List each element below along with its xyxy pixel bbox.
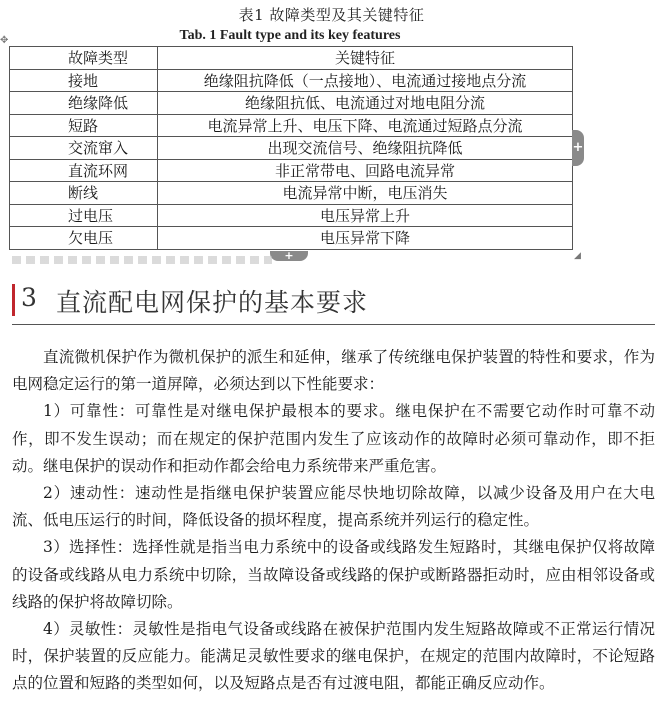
table-row [10,92,573,115]
paragraph-sensitivity: 4）灵敏性：灵敏性是指电气设备或线路在被保护范围内发生短路故障或不正常运行情况时，保护装置的反应能力。能满足灵敏性要求的继电保护，在规定的范围内故障时，不论短路点的位置和短路的类型如何，以及短路点是否有过渡电阻，都能正确反应动作。 [12,620,655,693]
table-move-handle-icon[interactable]: ✥ [0,35,9,46]
cell-key-features[interactable]: 出现交流信号、绝缘阻抗降低 [158,137,573,160]
fault-type-table [9,46,573,250]
cell-fault-type[interactable]: 断线 [10,182,158,205]
table-row [10,182,573,205]
table-row [10,227,573,250]
cell-key-features[interactable]: 绝缘阻抗低、电流通过对地电阻分流 [158,92,573,115]
cell-fault-type[interactable]: 直流环网 [10,159,158,182]
add-column-handle-icon[interactable]: + [572,130,584,166]
cell-key-features[interactable]: 非正常带电、回路电流异常 [158,159,573,182]
cell-fault-type[interactable]: 接地 [10,69,158,92]
header-key-features[interactable]: 关键特征 [158,47,573,70]
table-row [10,114,573,137]
table-row [10,204,573,227]
table-row [10,159,573,182]
cell-fault-type[interactable]: 交流窜入 [10,137,158,160]
cell-fault-type[interactable]: 绝缘降低 [10,92,158,115]
paragraph-speed: 2）速动性：速动性是指继电保护装置应能尽快地切除故障，以减少设备及用户在大电流、低电压运行的时间，降低设备的损坏程度，提高系统并列运行的稳定性。 [12,484,655,530]
cell-fault-type[interactable]: 短路 [10,114,158,137]
table-resize-handle-icon[interactable]: ◢ [574,251,581,261]
paragraph-reliability: 1）可靠性：可靠性是对继电保护最根本的要求。继电保护在不需要它动作时可靠不动作，即不发生误动；而在规定的保护范围内发生了应该动作的故障时必须可靠动作，即不拒动。继电保护的误动作和拒动作都会给电力系统带来严重危害。 [12,402,655,475]
cell-key-features[interactable]: 绝缘阻抗降低（一点接地）、电流通过接地点分流 [158,69,573,92]
section-title: 直流配电网保护的基本要求 [56,288,369,317]
cell-key-features[interactable]: 电压异常下降 [158,227,573,250]
cell-key-features[interactable]: 电流异常中断，电压消失 [158,182,573,205]
cell-key-features[interactable]: 电流异常上升、电压下降、电流通过短路点分流 [158,114,573,137]
table-caption-en: Tab. 1 Fault type and its key features [179,28,401,43]
section-heading [12,280,655,325]
section-number: 3 [21,283,37,312]
cell-fault-type[interactable]: 欠电压 [10,227,158,250]
cell-key-features[interactable]: 电压异常上升 [158,204,573,227]
add-row-handle-icon[interactable]: + [270,251,308,261]
obscured-text-line [12,256,272,264]
cell-fault-type[interactable]: 过电压 [10,204,158,227]
table-row [10,69,573,92]
heading-accent-bar [12,284,15,316]
table-caption-cn: 表1 故障类型及其关键特征 [238,6,425,24]
table-row [10,137,573,160]
table-header-row [10,47,573,70]
paragraph-selectivity: 3）选择性：选择性就是指当电力系统中的设备或线路发生短路时，其继电保护仅将故障的设备或线路从电力系统中切除，当故障设备或线路的保护或断路器拒动时，应由相邻设备或线路的保护将故障切除。 [12,538,655,611]
header-fault-type[interactable]: 故障类型 [10,47,158,70]
paragraph-intro: 直流微机保护作为微机保护的派生和延伸，继承了传统继电保护装置的特性和要求，作为电网稳定运行的第一道屏障，必须达到以下性能要求： [12,348,655,394]
body-text [12,344,655,698]
